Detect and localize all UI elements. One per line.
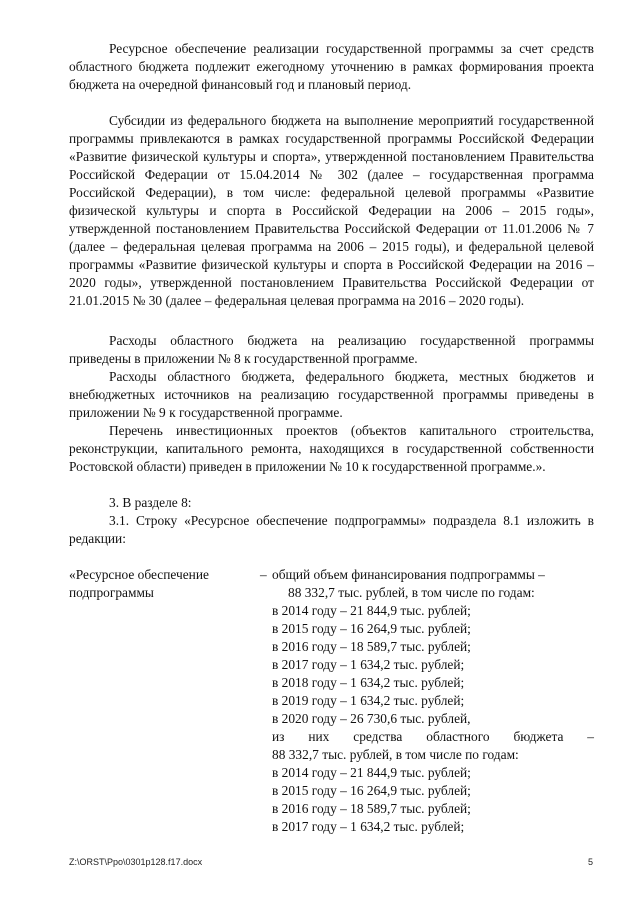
financing-line: в 2017 году – 1 634,2 тыс. рублей; [272, 819, 465, 834]
paragraph-all-budget-expenses: Расходы областного бюджета, федерального бюджета, местных бюджетов и внебюджетных источников на реализацию государственной программы приведены в приложении № 9 к государственной программе. [69, 369, 594, 420]
financing-line: из них средства областного бюджета – [272, 729, 594, 744]
paragraph-federal-subsidies: Субсидии из федерального бюджета на выполнение мероприятий государственной программы привлекаются в рамках государственной программы Российской Федерации «Развитие физической культуры и спорта», утвержденной постановлением Правительства Российской Федерации от 15.04.2014 № 302 (далее – государственная программа Российской Федерации), в том числе: федеральной целевой программы «Развитие физической культуры и спорта в Российской Федерации на 2006 – 2015 годы», утвержденной постановлением Правительства Российской Федерации от 11.01.2006 № 7 (далее – федеральная целевая программа на 2006 – 2015 годы), и федеральной целевой программы «Развитие физической культуры и спорта в Российской Федерации на 2016 – 2020 годы», утвержденной постановлением Правительства Российской Федерации от 21.01.2015 № 30 (далее – федеральная целевая программа на 2016 – 2020 годы). [69, 113, 594, 308]
financing-line: в 2019 году – 1 634,2 тыс. рублей; [272, 693, 465, 708]
financing-line: в 2014 году – 21 844,9 тыс. рублей; [272, 603, 471, 618]
footer-file-path: Z:\ORST\Ppo\0301p128.f17.docx [69, 857, 203, 867]
financing-line: в 2015 году – 16 264,9 тыс. рублей; [272, 621, 471, 636]
financing-line: в 2018 году – 1 634,2 тыс. рублей; [272, 675, 465, 690]
footer-page-number: 5 [588, 857, 594, 867]
paragraph-regional-expenses: Расходы областного бюджета на реализацию государственной программы приведены в приложении № 8 к государственной программе. [69, 333, 594, 366]
resource-dash: – [260, 567, 267, 582]
financing-line: в 2015 году – 16 264,9 тыс. рублей; [272, 783, 471, 798]
financing-line: в 2020 году – 26 730,6 тыс. рублей, [272, 711, 471, 726]
paragraph-item-3-1: 3.1. Строку «Ресурсное обеспечение подпрограммы» подраздела 8.1 изложить в редакции: [69, 513, 594, 546]
resource-label-line-1: «Ресурсное обеспечение [69, 567, 209, 582]
financing-line: в 2014 году – 21 844,9 тыс. рублей; [272, 765, 471, 780]
paragraph-resource-provision: Ресурсное обеспечение реализации государственной программы за счет средств областного бюджета подлежит ежегодному уточнению в рамках формирования проекта бюджета на очередной финансовый год и плановый период. [69, 41, 594, 92]
financing-line: в 2016 году – 18 589,7 тыс. рублей; [272, 801, 471, 816]
financing-line: общий объем финансирования подпрограммы – [272, 567, 545, 582]
financing-line: в 2017 году – 1 634,2 тыс. рублей; [272, 657, 465, 672]
resource-label-line-2: подпрограммы [69, 585, 154, 600]
financing-line: 88 332,7 тыс. рублей, в том числе по годам: [272, 747, 519, 762]
financing-line: 88 332,7 тыс. рублей, в том числе по годам: [288, 585, 535, 600]
paragraph-investment-projects: Перечень инвестиционных проектов (объектов капитального строительства, реконструкции, капитального ремонта, находящихся в государственной собственности Ростовской области) приведен в приложении № 10 к государственной программе.». [69, 423, 594, 474]
financing-line: в 2016 году – 18 589,7 тыс. рублей; [272, 639, 471, 654]
section-heading-8: 3. В разделе 8: [109, 495, 192, 510]
